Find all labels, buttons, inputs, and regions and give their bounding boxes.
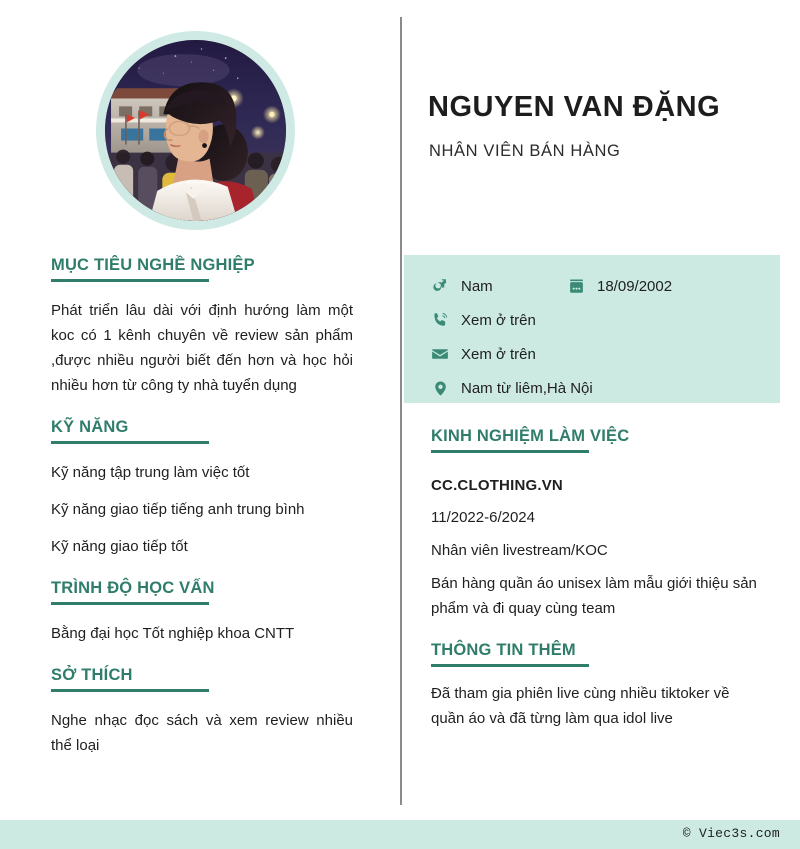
- section-heading-education: TRÌNH ĐỘ HỌC VẤN: [51, 578, 215, 597]
- experience-description: Bán hàng quần áo unisex làm mẫu giới thiệu sản phẩm và đi quay cùng team: [431, 574, 757, 617]
- contact-row: [430, 337, 780, 371]
- additional-text: Đã tham gia phiên live cùng nhiều tiktoker về quần áo và đã từng làm qua idol live: [431, 684, 730, 727]
- list-item: Kỹ năng tập trung làm việc tốt: [51, 463, 250, 481]
- section-education: [51, 579, 353, 646]
- profile-photo: [105, 40, 286, 221]
- objective-text: Phát triển lâu dài với định hướng làm một koc có 1 kênh chuyên về review sản phẩm ,được nhiều người biết đến hơn và học hỏi nhiều hơn từ công ty nhà tuyển dụng: [51, 301, 353, 394]
- right-sections: [431, 427, 761, 731]
- contact-address: [430, 378, 593, 398]
- footer-credit: © Viec3s.com: [682, 826, 780, 841]
- phone-icon: [430, 310, 450, 330]
- contact-email-value: Xem ở trên: [461, 345, 536, 363]
- calendar-icon: [566, 276, 586, 296]
- map-pin-icon: [430, 378, 450, 398]
- list-item: Kỹ năng giao tiếp tiếng anh trung bình: [51, 500, 305, 518]
- experience-company: CC.CLOTHING.VN: [431, 476, 563, 494]
- contact-phone: [430, 310, 536, 330]
- right-column: [402, 0, 800, 820]
- section-heading-objective: MỤC TIÊU NGHỀ NGHIỆP: [51, 256, 255, 274]
- list-item: Kỹ năng giao tiếp tốt: [51, 537, 188, 555]
- left-column: [0, 0, 400, 820]
- contact-row: [430, 371, 780, 405]
- experience-position: Nhân viên livestream/KOC: [431, 541, 608, 559]
- job-title: NHÂN VIÊN BÁN HÀNG: [429, 142, 621, 160]
- footer-bar: [0, 820, 800, 849]
- section-objective: [51, 256, 353, 398]
- envelope-icon: [430, 344, 450, 364]
- contact-info-panel: [404, 255, 780, 403]
- section-hobbies: [51, 666, 353, 758]
- contact-row: [430, 303, 780, 337]
- gender-icon: [430, 276, 450, 296]
- section-skills: [51, 418, 353, 559]
- contact-gender-value: Nam: [461, 277, 493, 295]
- avatar: [96, 31, 295, 230]
- hobbies-text: Nghe nhạc đọc sách và xem review nhiều thể loại: [51, 711, 353, 754]
- section-heading-hobbies: SỞ THÍCH: [51, 665, 133, 684]
- left-sections: [51, 256, 353, 758]
- page-title: NGUYEN VAN ĐẶNG: [428, 91, 721, 123]
- section-experience: [431, 427, 761, 621]
- contact-phone-value: Xem ở trên: [461, 311, 536, 329]
- contact-email: [430, 344, 536, 364]
- list-item: Bằng đại học Tốt nghiệp khoa CNTT: [51, 624, 295, 642]
- contact-row: [430, 269, 780, 303]
- contact-address-value: Nam từ liêm,Hà Nội: [461, 379, 593, 397]
- section-heading-skills: KỸ NĂNG: [51, 417, 129, 436]
- contact-gender: [430, 276, 566, 296]
- contact-dob-value: 18/09/2002: [597, 277, 673, 295]
- experience-period: 11/2022-6/2024: [431, 508, 535, 526]
- contact-dob: [566, 276, 672, 296]
- section-additional: [431, 641, 761, 731]
- section-heading-additional: THÔNG TIN THÊM: [431, 640, 576, 659]
- section-heading-experience: KINH NGHIỆM LÀM VIỆC: [431, 427, 630, 445]
